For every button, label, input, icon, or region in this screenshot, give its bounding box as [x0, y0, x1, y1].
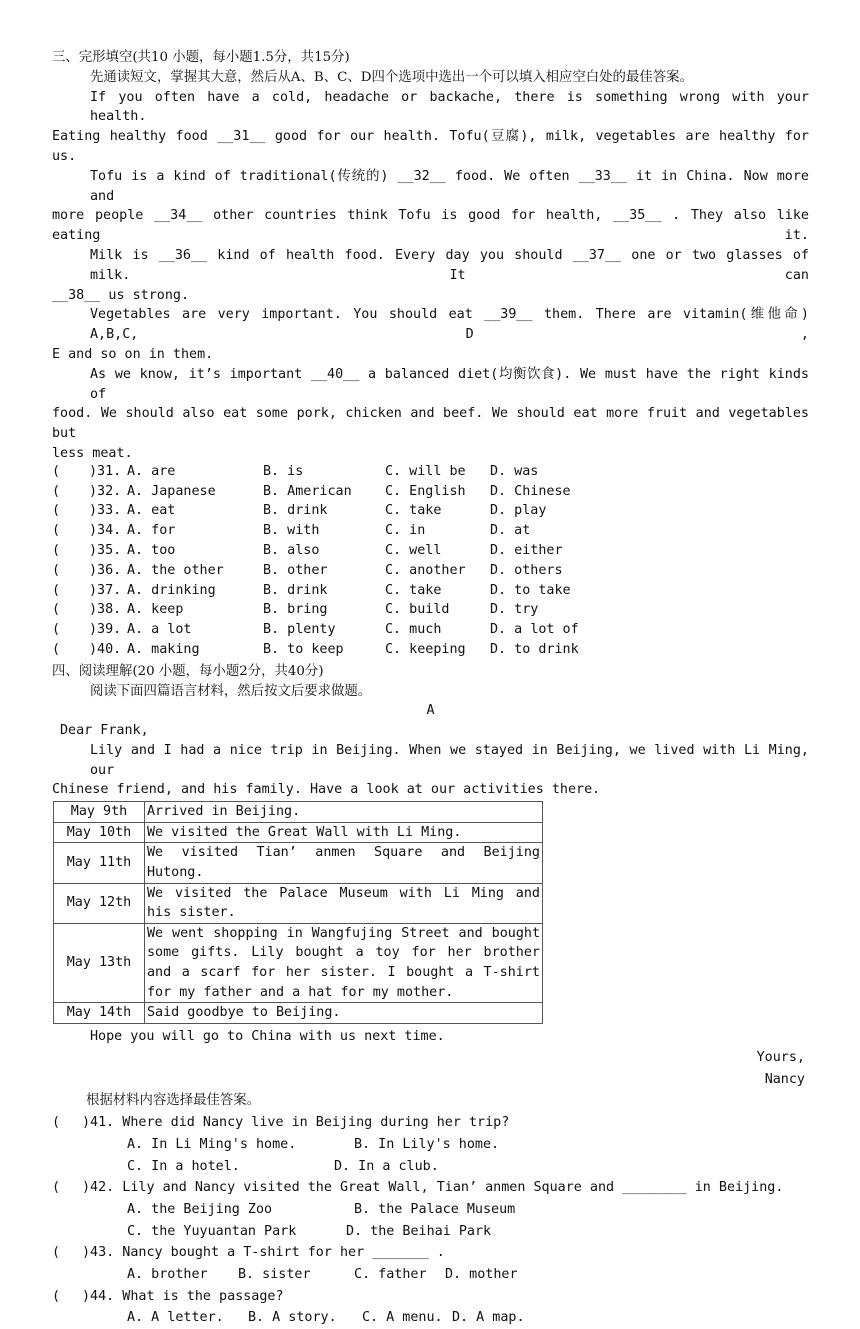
answer-bracket[interactable]: (: [52, 463, 93, 479]
option-b: B. the Palace Museum: [354, 1201, 516, 1217]
option-c: C. A menu.: [362, 1310, 443, 1326]
option-a: A. A letter.: [127, 1310, 224, 1326]
question-stem: )42. Lily and Nancy visited the Great Wall, Tian’ anmen Square and ________ in Beijing.: [82, 1180, 784, 1196]
option-a: A. a lot: [127, 622, 192, 638]
passage-line-5: Milk is __36__ kind of health food. Every day you should __37__ one or two glasses of milk. It can: [90, 247, 809, 283]
passage-line-4: more people __34__ other countries think Tofu is good for health, __35__ . They also like eating it.: [52, 208, 809, 244]
cloze-options: [52, 464, 809, 662]
option-d: D. to drink: [490, 641, 579, 657]
option-b: B. also: [263, 542, 320, 558]
option-b: B. with: [263, 523, 320, 539]
option-a: A. In Li Ming's home.: [127, 1136, 297, 1152]
option-b: B. drink: [263, 503, 328, 519]
option-d: D. at: [490, 523, 531, 539]
cloze-passage: [52, 88, 809, 464]
option-a: A. brother: [127, 1267, 208, 1283]
option-b: B. bring: [263, 602, 328, 618]
table-row: [54, 883, 543, 923]
table-row: [54, 923, 543, 1002]
option-a: A. making: [127, 641, 200, 657]
option-c: C. in: [385, 523, 426, 539]
table-row: [54, 843, 543, 883]
passage-line-11: less meat.: [52, 445, 133, 461]
option-row-40: [52, 642, 809, 662]
option-d: D. to take: [490, 582, 571, 598]
answer-bracket[interactable]: (: [52, 523, 93, 539]
option-a: A. the Beijing Zoo: [127, 1201, 273, 1217]
passage-line-10: food. We should also eat some pork, chicken and beef. We should eat more fruit and vegetables but: [52, 406, 809, 442]
option-a: A. eat: [127, 503, 176, 519]
option-a: A. drinking: [127, 582, 216, 598]
question-43-options: [52, 1264, 809, 1286]
question-44: [52, 1286, 809, 1308]
schedule-date: May 9th: [54, 802, 145, 823]
question-number: )36.: [89, 562, 122, 578]
option-c: C. much: [385, 622, 442, 638]
passage-line-7: Vegetables are very important. You should eat __39__ them. There are vitamin(维他命) A,B,C, D ,: [90, 307, 809, 343]
question-number: )38.: [89, 602, 122, 618]
option-row-37: [52, 583, 809, 603]
question-number: )34.: [89, 523, 122, 539]
option-row-36: [52, 563, 809, 583]
schedule-activity: We visited the Great Wall with Li Ming.: [145, 822, 543, 843]
option-row-34: [52, 523, 809, 543]
question-stem: )41. Where did Nancy live in Beijing during her trip?: [82, 1115, 510, 1131]
section4-title: 四、阅读理解(20 小题，每小题2分，共40分): [52, 663, 324, 679]
passage-line-2: Eating healthy food __31__ good for our health. Tofu(豆腐), milk, vegetables are healthy for us.: [52, 129, 809, 164]
section3-instruction: 先通读短文，掌握其大意，然后从A、B、C、D四个选项中选出一个可以填入相应空白处的最佳答案。: [90, 69, 693, 85]
option-c: C. build: [385, 602, 450, 618]
option-d: D. try: [490, 602, 539, 618]
option-b: B. American: [263, 483, 352, 499]
option-row-38: [52, 602, 809, 622]
option-b: B. other: [263, 562, 328, 578]
option-c: C. English: [385, 483, 466, 499]
section4-instruction: 阅读下面四篇语言材料，然后按文后要求做题。: [90, 683, 372, 699]
option-a: A. Japanese: [127, 483, 216, 499]
passage-line-1: If you often have a cold, headache or backache, there is something wrong with your health.: [90, 89, 809, 125]
answer-bracket[interactable]: (: [52, 1180, 85, 1196]
exam-page: [52, 48, 809, 1329]
option-b: B. In Lily's home.: [354, 1136, 500, 1152]
option-a: A. too: [127, 542, 176, 558]
schedule-date: May 12th: [54, 883, 145, 923]
answer-bracket[interactable]: (: [52, 582, 93, 598]
question-number: )31.: [89, 463, 122, 479]
table-row: [54, 1003, 543, 1024]
question-number: )32.: [89, 483, 122, 499]
schedule-date: May 11th: [54, 843, 145, 883]
option-a: A. the other: [127, 562, 224, 578]
schedule-activity: We went shopping in Wangfujing Street and bought some gifts. Lily bought a toy for her brother and a scarf for her sister. I bought a T-shirt for my father and a hat for my mother.: [145, 923, 543, 1002]
option-row-32: [52, 484, 809, 504]
option-c: C. keeping: [385, 641, 466, 657]
option-c: C. take: [385, 503, 442, 519]
answer-bracket[interactable]: (: [52, 503, 93, 519]
option-b: B. A story.: [248, 1310, 337, 1326]
option-d: D. the Beihai Park: [346, 1223, 492, 1239]
schedule-activity: Arrived in Beijing.: [145, 802, 543, 823]
question-instruction: 根据材料内容选择最佳答案。: [86, 1093, 261, 1109]
schedule-date: May 14th: [54, 1003, 145, 1024]
schedule-table: [53, 801, 543, 1024]
option-d: D. was: [490, 463, 539, 479]
question-number: )39.: [89, 622, 122, 638]
option-a: A. keep: [127, 602, 184, 618]
answer-bracket[interactable]: (: [52, 1288, 85, 1304]
schedule-date: May 13th: [54, 923, 145, 1002]
question-42-options-1: [52, 1199, 809, 1221]
section3-title: 三、完形填空(共10 小题，每小题1.5分，共15分): [52, 50, 350, 65]
answer-bracket[interactable]: (: [52, 622, 93, 638]
option-d: D. others: [490, 562, 563, 578]
option-row-33: [52, 503, 809, 523]
option-b: B. plenty: [263, 622, 336, 638]
answer-bracket[interactable]: (: [52, 602, 93, 618]
answer-bracket[interactable]: (: [52, 1115, 85, 1131]
letter-sign-off: Yours,: [756, 1049, 805, 1065]
passage-line-6: __38__ us strong.: [52, 287, 190, 303]
passage-line-8: E and so on in them.: [52, 346, 214, 362]
option-d: D. a lot of: [490, 622, 579, 638]
table-row: [54, 822, 543, 843]
answer-bracket[interactable]: (: [52, 562, 93, 578]
passage-label: A: [426, 703, 435, 719]
letter-intro-line-1: Lily and I had a nice trip in Beijing. When we stayed in Beijing, we lived with Li Ming, our: [90, 742, 809, 778]
letter-intro-line-2: Chinese friend, and his family. Have a look at our activities there.: [52, 782, 601, 798]
question-stem: )43. Nancy bought a T-shirt for her _______ .: [82, 1245, 445, 1261]
option-row-35: [52, 543, 809, 563]
option-b: B. sister: [238, 1267, 311, 1283]
option-c: C. another: [385, 562, 466, 578]
schedule-activity: We visited the Palace Museum with Li Ming and his sister.: [145, 883, 543, 923]
option-d: D. In a club.: [334, 1158, 439, 1174]
table-row: [54, 802, 543, 823]
answer-bracket[interactable]: (: [52, 483, 93, 499]
option-row-31: [52, 464, 809, 484]
option-c: C. the Yuyuantan Park: [127, 1223, 297, 1239]
question-42-options-2: [52, 1221, 809, 1243]
option-a: A. for: [127, 523, 176, 539]
question-number: )33.: [89, 503, 122, 519]
answer-bracket[interactable]: (: [52, 641, 93, 657]
option-b: B. is: [263, 463, 304, 479]
option-c: C. well: [385, 542, 442, 558]
question-number: )35.: [89, 542, 122, 558]
schedule-activity: We visited Tian’ anmen Square and Beijing Hutong.: [145, 843, 543, 883]
letter-greeting: Dear Frank,: [60, 723, 149, 739]
option-row-39: [52, 622, 809, 642]
option-c: C. will be: [385, 463, 466, 479]
letter-closing: Hope you will go to China with us next time.: [90, 1028, 445, 1044]
answer-bracket[interactable]: (: [52, 542, 93, 558]
question-41: [52, 1112, 809, 1134]
option-b: B. drink: [263, 582, 328, 598]
answer-bracket[interactable]: (: [52, 1245, 85, 1261]
option-d: D. play: [490, 503, 547, 519]
question-42: [52, 1177, 809, 1199]
question-number: )37.: [89, 582, 122, 598]
option-d: D. either: [490, 542, 563, 558]
option-d: D. A map.: [452, 1310, 525, 1326]
option-d: D. mother: [445, 1267, 518, 1283]
option-c: C. take: [385, 582, 442, 598]
option-b: B. to keep: [263, 641, 344, 657]
reading-questions: [52, 1112, 809, 1329]
question-stem: )44. What is the passage?: [82, 1288, 284, 1304]
option-d: D. Chinese: [490, 483, 571, 499]
schedule-date: May 10th: [54, 822, 145, 843]
question-41-options-2: [52, 1156, 809, 1178]
question-41-options-1: [52, 1134, 809, 1156]
option-c: C. In a hotel.: [127, 1158, 240, 1174]
passage-line-3: Tofu is a kind of traditional(传统的) __32__ food. We often __33__ it in China. Now more and: [90, 168, 809, 204]
letter-signature: Nancy: [764, 1071, 805, 1087]
option-a: A. are: [127, 463, 176, 479]
question-44-options: [52, 1307, 809, 1329]
passage-line-9: As we know, it’s important __40__ a balanced diet(均衡饮食). We must have the right kinds of: [90, 366, 809, 402]
option-c: C. father: [354, 1267, 427, 1283]
question-43: [52, 1242, 809, 1264]
schedule-activity: Said goodbye to Beijing.: [145, 1003, 543, 1024]
question-number: )40.: [89, 641, 122, 657]
